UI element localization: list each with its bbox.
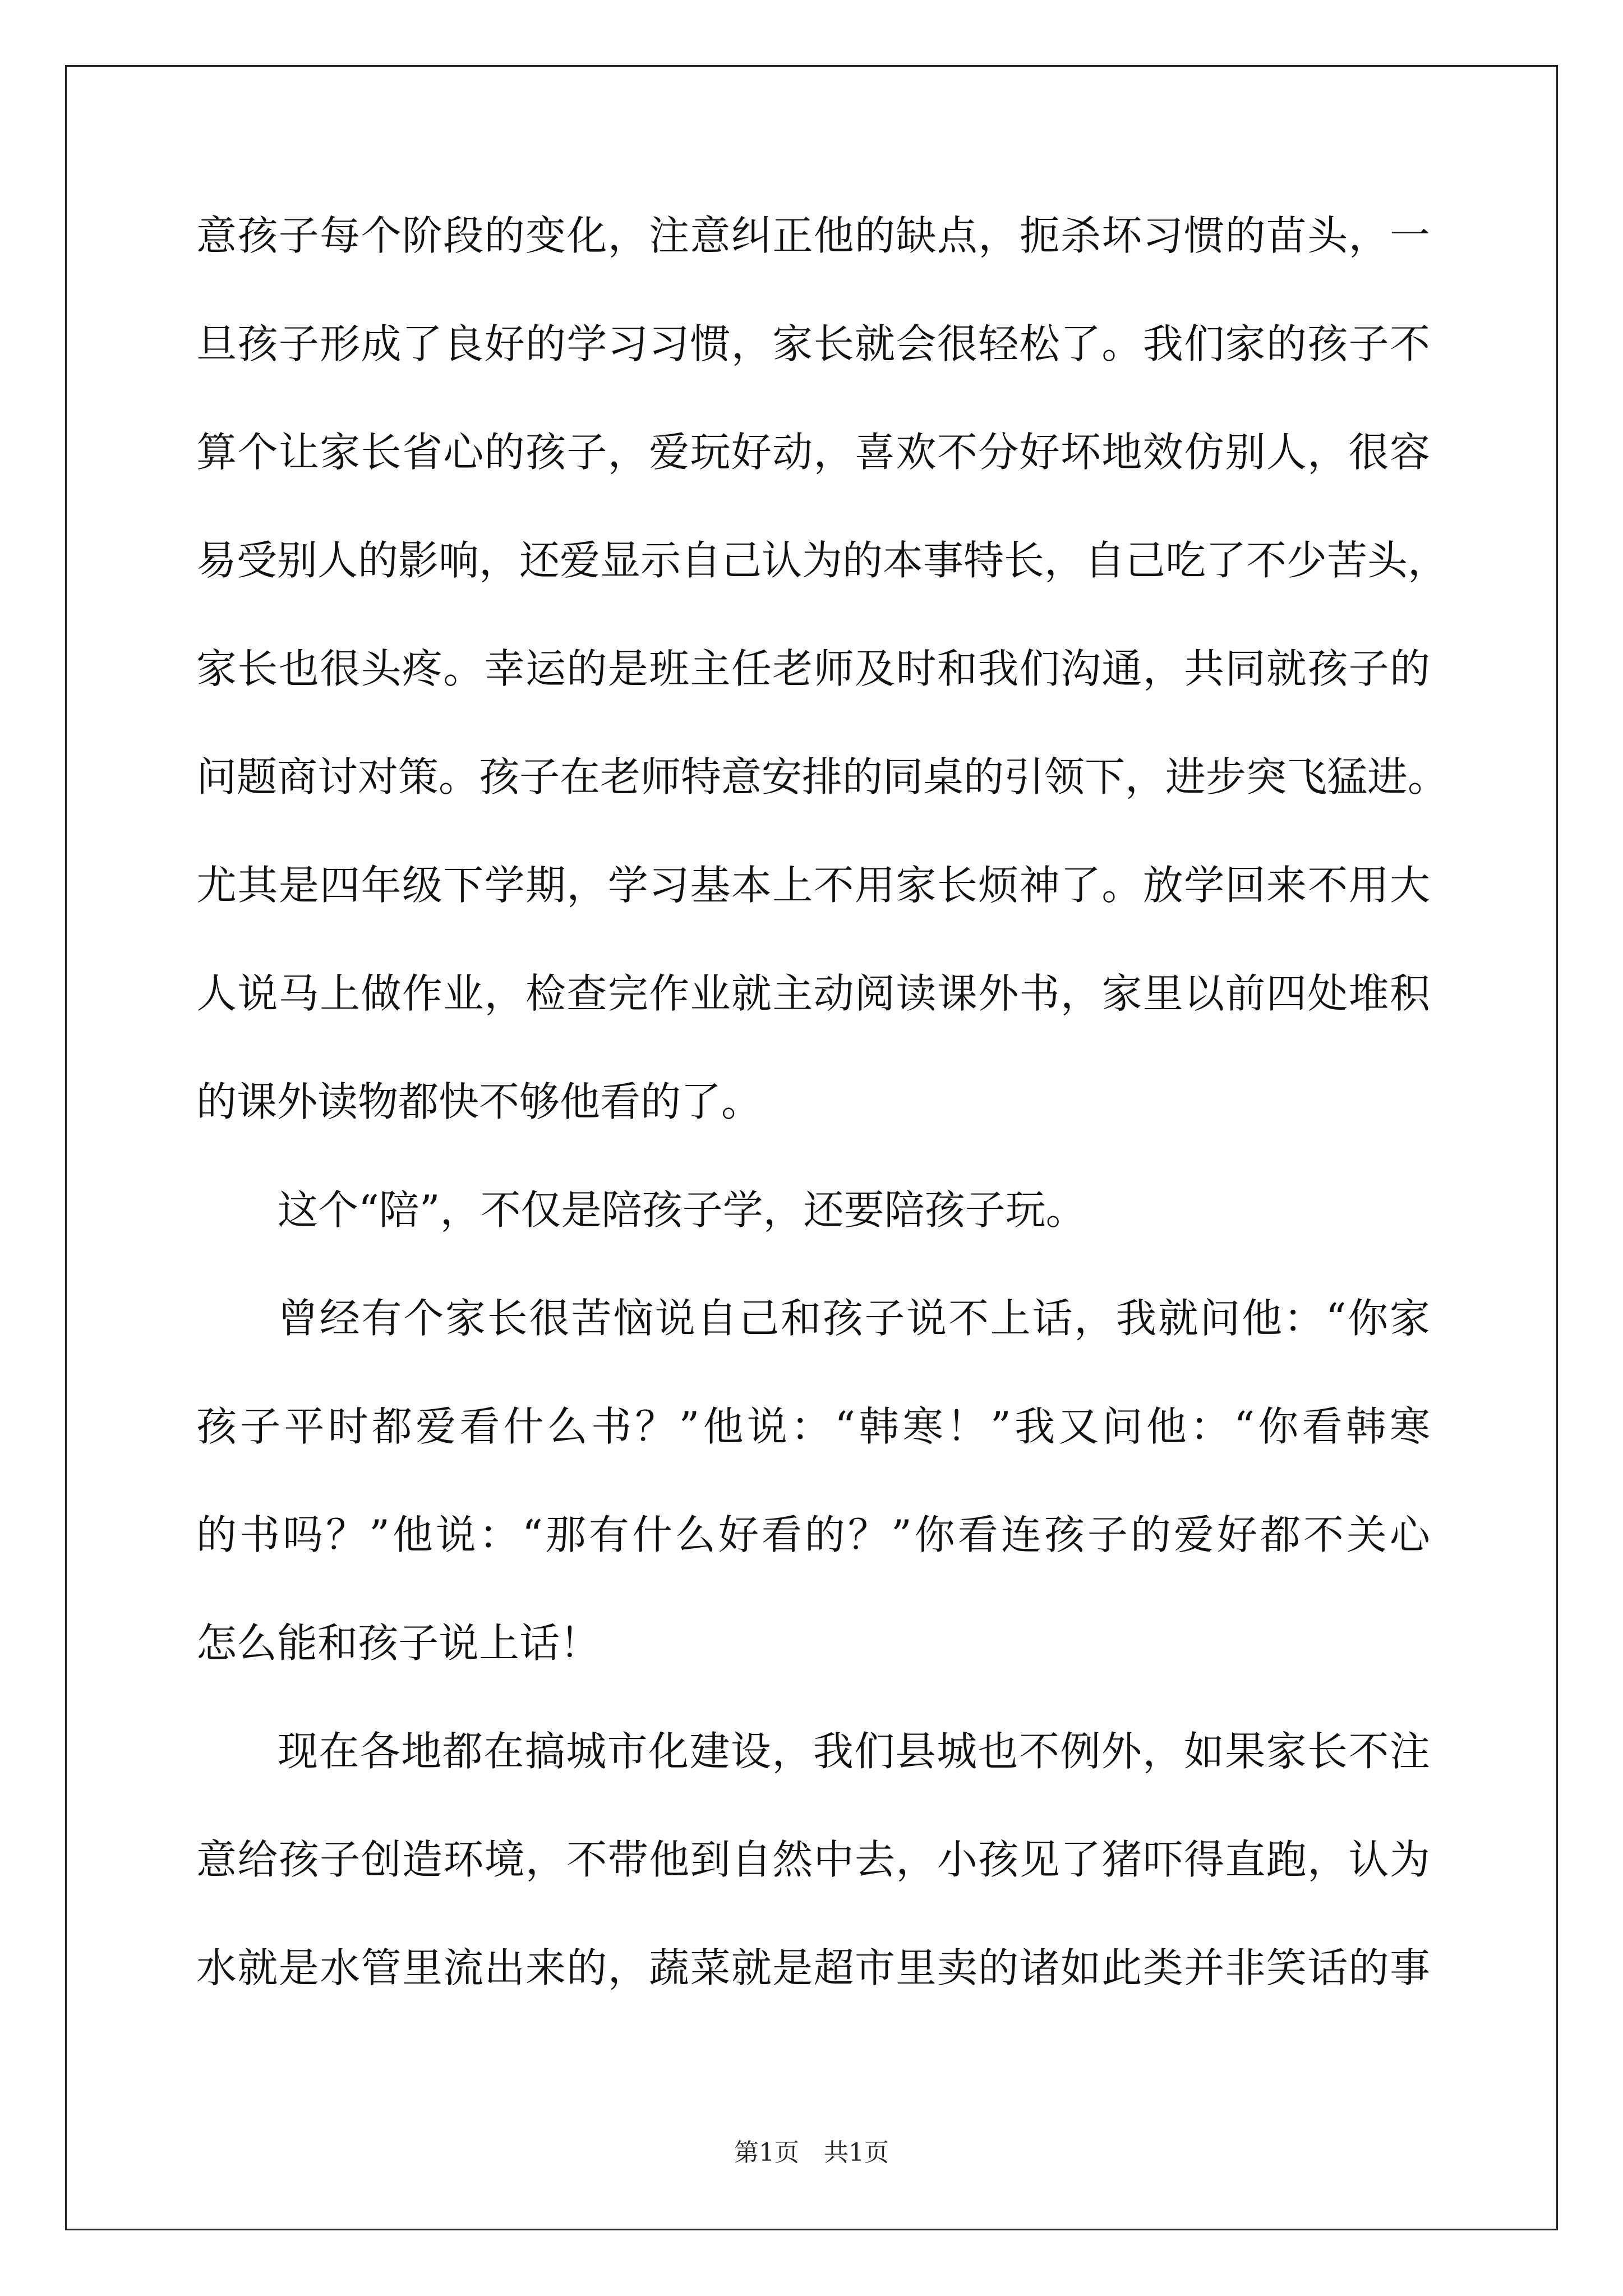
- text-line: 的书吗？”他说：“那有什么好看的？”你看连孩子的爱好都不关心: [196, 1511, 1430, 1558]
- text-line: 意给孩子创造环境，不带他到自然中去，小孩见了猪吓得直跑，认为: [196, 1836, 1430, 1883]
- page-footer: 第1页 共1页: [734, 2138, 889, 2167]
- paragraph-start: 这个“陪”，不仅是陪孩子学，还要陪孩子玩。: [278, 1186, 1086, 1234]
- text-line: 旦孩子形成了良好的学习习惯，家长就会很轻松了。我们家的孩子不: [196, 320, 1430, 367]
- text-line: 算个让家长省心的孩子，爱玩好动，喜欢不分好坏地效仿别人，很容: [196, 429, 1430, 476]
- text-line: 易受别人的影响，还爱显示自己认为的本事特长，自己吃了不少苦头，: [196, 537, 1449, 584]
- text-line: 怎么能和孩子说上话！: [196, 1619, 601, 1667]
- text-line: 人说马上做作业，检查完作业就主动阅读课外书，家里以前四处堆积: [196, 970, 1430, 1017]
- paragraph-start: 曾经有个家长很苦恼说自己和孩子说不上话，我就问他：“你家: [278, 1295, 1430, 1342]
- text-line: 孩子平时都爱看什么书？”他说：“韩寒！”我又问他：“你看韩寒: [196, 1403, 1430, 1450]
- paragraph-start: 现在各地都在搞城市化建设，我们县城也不例外，如果家长不注: [278, 1728, 1430, 1775]
- text-line: 意孩子每个阶段的变化，注意纠正他的缺点，扼杀坏习惯的苗头，一: [196, 212, 1430, 259]
- text-line: 尤其是四年级下学期，学习基本上不用家长烦神了。放学回来不用大: [196, 862, 1430, 909]
- text-line: 水就是水管里流出来的，蔬菜就是超市里卖的诸如此类并非笑话的事: [196, 1944, 1430, 1991]
- text-line: 家长也很头疼。幸运的是班主任老师及时和我们沟通，共同就孩子的: [196, 645, 1430, 692]
- text-line: 的课外读物都快不够他看的了。: [196, 1078, 762, 1125]
- page-border: [65, 65, 1558, 2230]
- text-line: 问题商讨对策。孩子在老师特意安排的同桌的引领下，进步突飞猛进。: [196, 753, 1449, 800]
